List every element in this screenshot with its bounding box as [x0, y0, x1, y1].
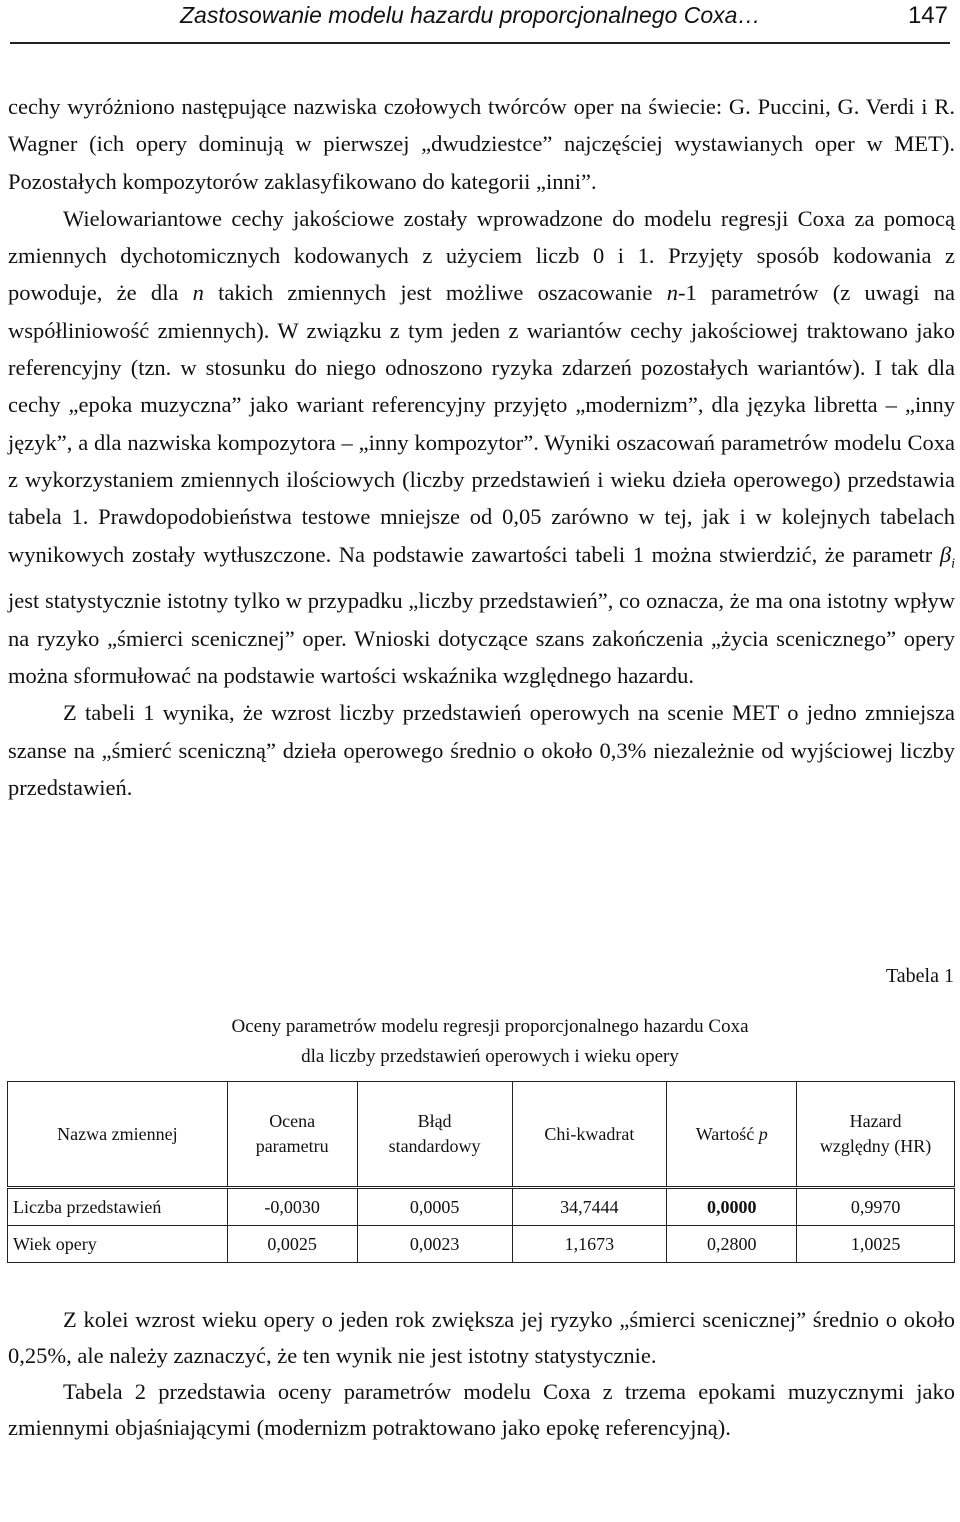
italic-n: n [192, 280, 204, 306]
body-text-after-table [8, 1302, 955, 1446]
cell-estimate: 0,0025 [227, 1226, 357, 1263]
text-run: -1 parametrów (z uwagi na współliniowość zmiennych). W związku z tym jeden z wariantów cechy jakościowej traktowano jako referencyjny (tzn. w stosunku do niego odnoszono ryzyka zdarzeń pozostałych wariantów). I tak dla cechy „epoka muzyczna” jako wariant referencyjny przyjęto „modernizm”, dla języka libretta – „inny język”, a dla nazwiska kompozytora – „inny kompozytor”. Wyniki oszacowań parametrów modelu Coxa z wykorzystaniem zmiennych ilościowych (liczby przedstawień i wieku dzieła operowego) przedstawia tabela 1. Prawdopodobieństwa testowe mniejsze od 0,05 zarówno w tej, jak i w kolejnych tabelach wynikowych zostały wytłuszczone. Na podstawie zawartości tabeli 1 można stwierdzić, że parametr [8, 280, 955, 567]
cell-chi-square: 34,7444 [512, 1188, 667, 1226]
table-caption [100, 1012, 880, 1072]
col-header-estimate: Ocena parametru [227, 1082, 357, 1188]
cell-std-error: 0,0023 [357, 1226, 512, 1263]
text-run: jest statystycznie istotny tylko w przypadku „liczby przedstawień”, co oznacza, że ma ona istotny wpływ na ryzyko „śmierci scenicznej” oper. Wnioski dotyczące szans zakończenia „życia scenicznego” opery można sformułować na podstawie wartości wskaźnika względnego hazardu. [8, 588, 955, 688]
cell-variable: Wiek opery [8, 1226, 228, 1263]
paragraph-2 [8, 200, 955, 694]
text-run: takich zmiennych jest możliwe oszacowanie [203, 280, 667, 306]
paragraph-5: Tabela 2 przedstawia oceny parametrów modelu Coxa z trzema epokami muzycznymi jako zmiennymi objaśniającymi (modernizm potraktowano jako epokę referencyjną). [8, 1379, 955, 1440]
running-title: Zastosowanie modelu hazardu proporcjonalnego Coxa… [180, 2, 761, 28]
cell-p-value: 0,2800 [667, 1226, 797, 1263]
col-header-p-value: Wartość p [667, 1082, 797, 1188]
page-number: 147 [907, 2, 948, 29]
caption-line-1: Oceny parametrów modelu regresji proporcjonalnego hazardu Coxa [231, 1016, 749, 1037]
col-header-hazard-ratio: Hazard względny (HR) [797, 1082, 955, 1188]
cell-std-error: 0,0005 [357, 1188, 512, 1226]
beta-subscript: i [951, 556, 955, 572]
table-row [8, 1226, 955, 1263]
paragraph-4: Z kolei wzrost wieku opery o jeden rok zwiększa jej ryzyko „śmierci scenicznej” średnio o około 0,25%, ale należy zaznaczyć, że ten wynik nie jest istotny statystycznie. [8, 1307, 955, 1368]
text-run: Wielowariantowe cechy jakościowe zostały wprowadzone do modelu regresji Coxa za pomocą zmiennych dychotomicznych kodowanych z użyciem liczb 0 i 1. Przyjęty sposób kodowania z powoduje, że dla [8, 205, 955, 306]
table-number: Tabela 1 [885, 965, 954, 987]
italic-n: n [666, 280, 679, 306]
paragraph-3: Z tabeli 1 wynika, że wzrost liczby przedstawień operowych na scenie MET o jedno zmniejsza szanse na „śmierć sceniczną” dzieła operowego średnio o około 0,3% niezależnie od wyjściowej liczby przedstawień. [8, 700, 955, 800]
cell-hazard-ratio: 0,9970 [797, 1188, 955, 1226]
col-header-chi-square: Chi-kwadrat [512, 1082, 667, 1188]
col-header-std-error: Błąd standardowy [357, 1082, 512, 1188]
cell-estimate: -0,0030 [227, 1188, 357, 1226]
col-header-variable: Nazwa zmiennej [8, 1082, 228, 1188]
running-header [10, 0, 950, 44]
beta-symbol: β [939, 541, 952, 567]
results-table [7, 1081, 955, 1263]
caption-line-2: dla liczby przedstawień operowych i wieku opery [301, 1046, 679, 1067]
table-header-row [8, 1082, 955, 1188]
table-row [8, 1188, 955, 1226]
cell-hazard-ratio: 1,0025 [797, 1226, 955, 1263]
body-text [8, 88, 955, 806]
cell-p-value: 0,0000 [667, 1188, 797, 1226]
paragraph-1: cechy wyróżniono następujące nazwiska czołowych twórców oper na świecie: G. Puccini, G. Verdi i R. Wagner (ich opery dominują w pierwszej „dwudziestce” najczęściej wystawianych oper w MET). Pozostałych kompozytorów zaklasyfikowano do kategorii „inni”. [8, 94, 955, 194]
cell-variable: Liczba przedstawień [8, 1188, 228, 1226]
cell-chi-square: 1,1673 [512, 1226, 667, 1263]
